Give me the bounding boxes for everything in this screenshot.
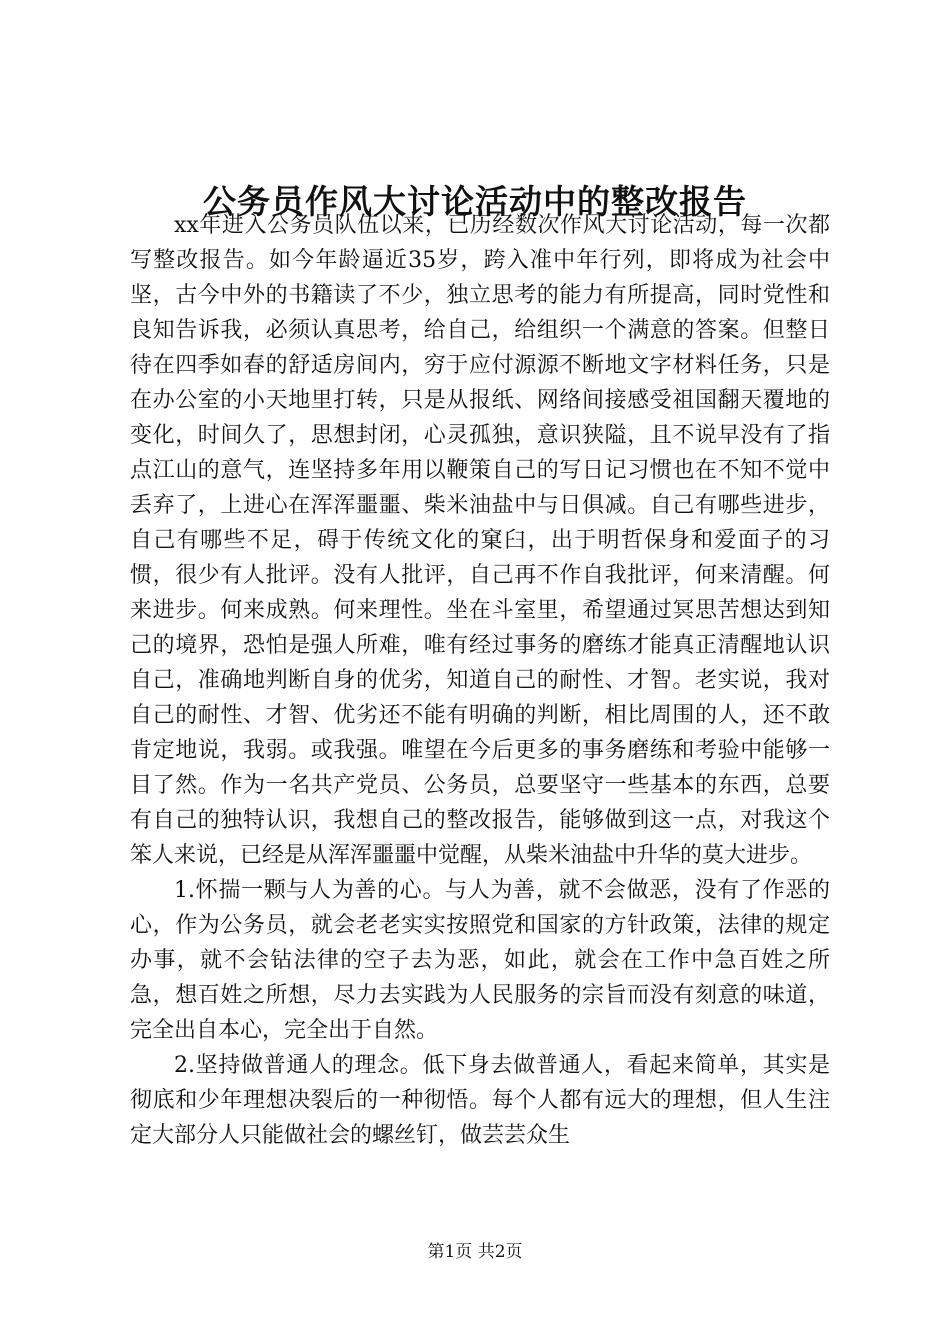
page-number-footer: 第1页 共2页 (427, 1242, 523, 1262)
document-title: 公务员作风大讨论活动中的整改报告 (203, 182, 747, 221)
point-2-paragraph: 2.坚持做普通人的理念。低下身去做普通人，看起来简单，其实是彻底和少年理想决裂后的一种彻悟。每个人都有远大的理想，但人生注定大部分人只能做社会的螺丝钉，做芸芸众生 (130, 1053, 830, 1148)
point-1-paragraph: 1.怀揣一颗与人为善的心。与人为善，就不会做恶，没有了作恶的心，作为公务员，就会老老实实按照党和国家的方针政策，法律的规定办事，就不会钻法律的空子去为恶，如此，就会在工作中急百姓之所急，想百姓之所想，尽力去实践为人民服务的宗旨而没有刻意的味道，完全出自本心，完全出于自然。 (130, 878, 830, 1043)
intro-paragraph: xx年进入公务员队伍以来，已历经数次作风大讨论活动，每一次都写整改报告。如今年龄逼近35岁，跨入准中年行列，即将成为社会中坚，古今中外的书籍读了不少，独立思考的能力有所提高，同时党性和良知告诉我，必须认真思考，给自己，给组织一个满意的答案。但整日待在四季如春的舒适房间内，穷于应付源源不断地文字材料任务，只是在办公室的小天地里打转，只是从报纸、网络间接感受祖国翻天覆地的变化，时间久了，思想封闭，心灵孤独，意识狭隘，且不说早没有了指点江山的意气，连坚持多年用以鞭策自己的写日记习惯也在不知不觉中丢弃了，上进心在浑浑噩噩、柴米油盐中与日俱减。自己有哪些进步，自己有哪些不足，碍于传统文化的窠臼，出于明哲保身和爱面子的习惯，很少有人批评。没有人批评，自己再不作自我批评，何来清醒。何来进步。何来成熟。何来理性。坐在斗室里，希望通过冥思苦想达到知己的境界，恐怕是强人所难，唯有经过事务的磨练才能真正清醒地认识自己，准确地判断自身的优劣，知道自己的耐性、才智。老实说，我对自己的耐性、才智、优劣还不能有明确的判断，相比周围的人，还不敢肯定地说，我弱。或我强。唯望在今后更多的事务磨练和考验中能够一目了然。作为一名共产党员、公务员，总要坚守一些基本的东西，总要有自己的独特认识，我想自己的整改报告，能够做到这一点，对我这个笨人来说，已经是从浑浑噩噩中觉醒，从柴米油盐中升华的莫大进步。 (130, 213, 830, 868)
document-body (130, 208, 830, 1153)
